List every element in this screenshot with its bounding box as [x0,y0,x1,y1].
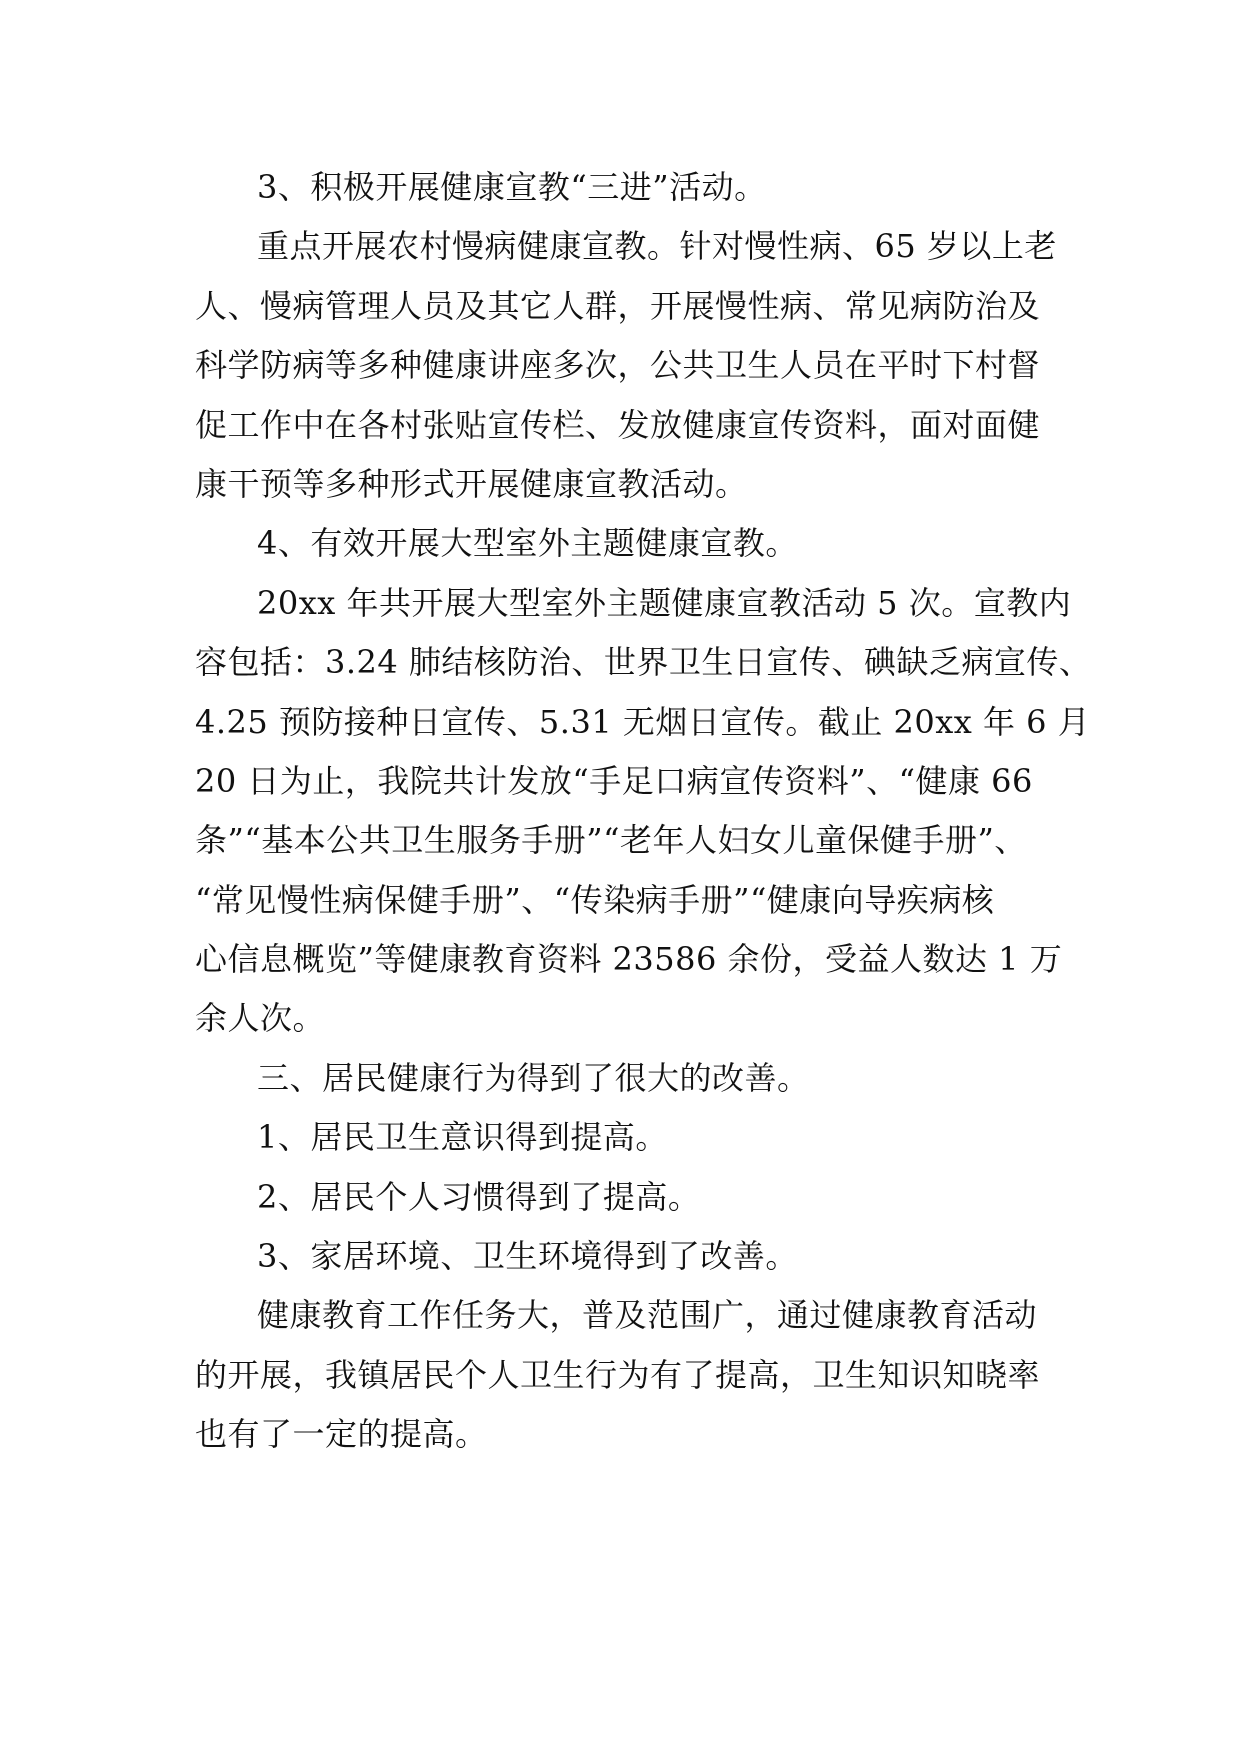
document-line: 3、家居环境、卫生环境得到了改善。 [257,1237,798,1276]
document-line: 的开展，我镇居民个人卫生行为有了提高，卫生知识知晓率 [195,1355,1041,1394]
document-line: 科学防病等多种健康讲座多次，公共卫生人员在平时下村督 [195,346,1041,385]
document-line: “常见慢性病保健手册”、“传染病手册”“健康向导疾病核 [195,880,995,919]
document-line: 20 日为止，我院共计发放“手足口病宣传资料”、“健康 66 [195,761,1033,800]
document-line: 也有了一定的提高。 [195,1415,488,1454]
document-line: 健康教育工作任务大，普及范围广，通过健康教育活动 [257,1296,1038,1335]
document-line: 三、居民健康行为得到了很大的改善。 [257,1058,810,1097]
document-line: 2、居民个人习惯得到了提高。 [257,1177,701,1216]
document-line: 余人次。 [195,999,326,1038]
document-line: 4、有效开展大型室外主题健康宣教。 [257,524,798,563]
document-line: 4.25 预防接种日宣传、5.31 无烟日宣传。截止 20xx 年 6 月 [195,702,1091,741]
document-line: 人、慢病管理人员及其它人群，开展慢性病、常见病防治及 [195,286,1041,325]
document-line: 容包括：3.24 肺结核防治、世界卫生日宣传、碘缺乏病宣传、 [195,643,1092,682]
document-line: 条”“基本公共卫生服务手册”“老年人妇女儿童保健手册”、 [195,821,1027,860]
document-line: 3、积极开展健康宣教“三进”活动。 [257,168,767,206]
document-line: 康干预等多种形式开展健康宣教活动。 [195,464,748,503]
document-line: 重点开展农村慢病健康宣教。针对慢性病、65 岁以上老 [257,227,1057,266]
document-line: 20xx 年共开展大型室外主题健康宣教活动 5 次。宣教内 [257,583,1072,622]
document-body [195,158,1092,1465]
document-line: 心信息概览”等健康教育资料 23586 余份，受益人数达 1 万 [195,940,1063,979]
document-line: 1、居民卫生意识得到提高。 [257,1118,668,1157]
document-line: 促工作中在各村张贴宣传栏、发放健康宣传资料，面对面健 [195,405,1041,444]
